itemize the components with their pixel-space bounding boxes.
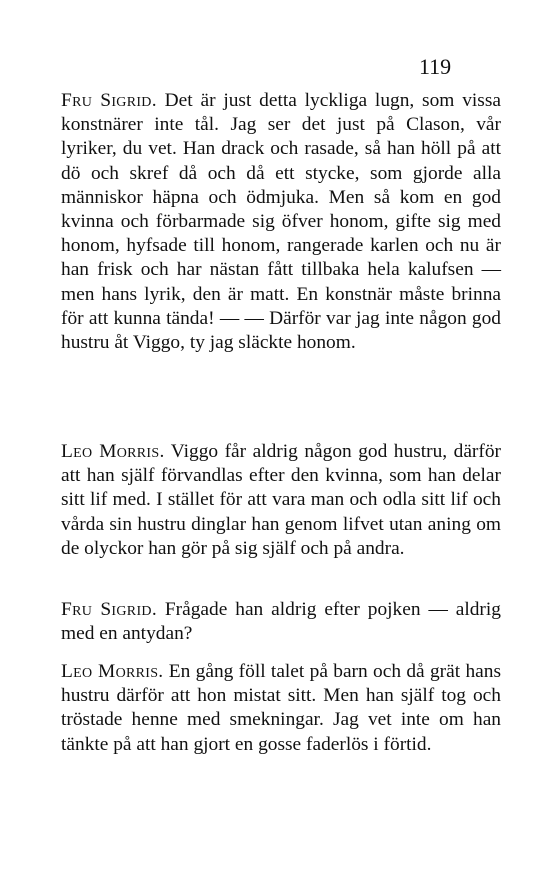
paragraph-fru-sigrid-2 xyxy=(61,598,501,646)
speaker-name: Leo Morris. xyxy=(61,441,165,462)
speaker-name: Fru Sigrid. xyxy=(61,90,157,111)
paragraph-text: En gång föll talet på barn och då grät hans hustru därför att hon mistat sitt. Men han själf tog och tröstade henne med smekningar. Jag vet inte om han tänkte på att han gjort en gosse faderlös i förtid. xyxy=(61,661,501,755)
speaker-name: Fru Sigrid. xyxy=(61,599,157,620)
paragraph-text: Det är just detta lyckliga lugn, som vissa konstnärer inte tål. Jag ser det just på Clason, vår lyriker, du vet. Han drack och rasade, så han höll på att dö och skref då och då ett stycke, som gjorde alla människor häpna och ödmjuka. Men så kom en god kvinna och förbarmade sig öfver honom, gifte sig med honom, hyfsade till honom, rangerade karlen och nu är han frisk och har nästan fått tillbaka hela kalufsen — men hans lyrik, den är matt. En konstnär måste brinna för att kunna tända! — — Därför var jag inte någon god hustru åt Viggo, ty jag släckte honom. xyxy=(61,90,501,354)
paragraph-leo-morris-2 xyxy=(61,660,501,757)
page-number: 119 xyxy=(419,54,452,79)
paragraph-fru-sigrid-1 xyxy=(61,89,501,355)
speaker-name: Leo Morris. xyxy=(61,661,164,682)
paragraph-text: Viggo får aldrig någon god hustru, därför att han själf förvandlas efter den kvinna, som han delar sitt lif med. I stället för att vara man och odla sitt lif och vårda sin hustru dinglar han genom lifvet utan aning om de olyckor han gör på sig själf och på andra. xyxy=(61,441,502,559)
paragraph-text: Frågade han aldrig efter pojken — aldrig med en antydan? xyxy=(61,599,501,645)
paragraph-leo-morris-1 xyxy=(61,440,501,561)
